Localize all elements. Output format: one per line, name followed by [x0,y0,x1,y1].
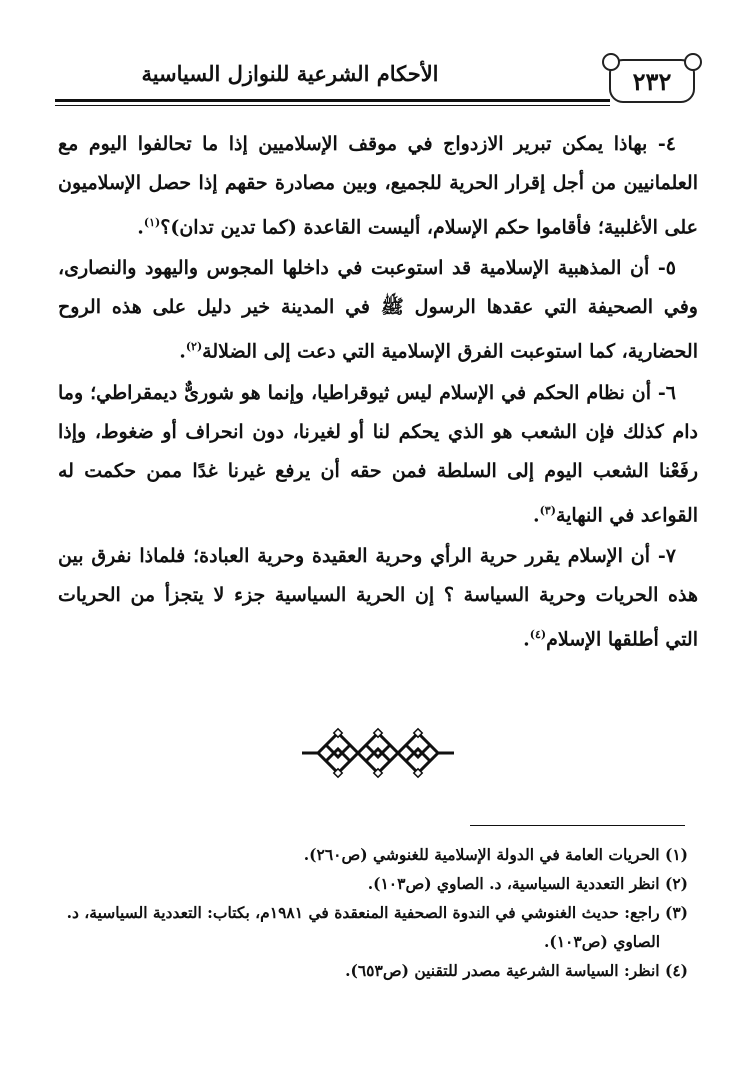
footnote-1: (١) الحريات العامة في الدولة الإسلامية للغنوشي (ص٢٦٠). [303,845,688,864]
footnote-separator [470,825,685,826]
page-number: ٢٣٢ [609,59,695,103]
running-title: الأحكام الشرعية للنوازل السياسية [141,61,439,86]
paragraph-7: ٧- أن الإسلام يقرر حرية الرأي وحرية العقيدة وحرية العبادة؛ فلماذا نفرق بين هذه الحريات وحرية السياسة ؟ إن الحرية السياسية جزء لا يتجزأ من الحريات التي أطلقها الإسلام$^{(٤)}$. [58,544,698,651]
knot-ornament-icon [298,722,458,784]
paragraph-6: ٦- أن نظام الحكم في الإسلام ليس ثيوقراطيا، وإنما هو شورىٌّ ديمقراطي؛ وما دام كذلك فإن الشعب هو الذي يحكم لنا أو لغيرنا، دون انحراف أو ضغوط، وإذا رفَعْنا الشعب اليوم إلى السلطة فمن حقه أن يرفع غيرنا غدًا ممن حكمت له القواعد في النهاية$^{(٣)}$. [58,381,698,526]
paragraph-4: ٤- بهاذا يمكن تبرير الازدواج في موقف الإسلاميين إذا ما تحالفوا اليوم مع العلمانيين من أجل إقرار الحرية للجميع، وبين مصادرة حقهم إذا حصل الإسلاميون على الأغلبية؛ فأقاموا حكم الإسلام، أليست القاعدة (كما تدين تدان)؟$^{(١)}$. [58,133,698,239]
header-rule [55,99,610,102]
header-rule-thin [55,105,610,106]
footnote-marker-3: (٣) [539,503,556,517]
paragraph-5: ٥- أن المذهبية الإسلامية قد استوعبت في داخلها المجوس واليهود والنصارى، وفي الصحيفة التي عقدها الرسول ﷺ في المدينة خير دليل على هذه الروح الحضارية، كما استوعبت الفرق الإسلامية التي دعت إلى الضلالة$^{(٢)}$. [58,257,698,363]
paragraph-text: ٥- أن المذهبية الإسلامية قد استوعبت في داخلها المجوس واليهود والنصارى، وفي الصحيفة التي عقدها الرسول ﷺ في المدينة خير دليل على هذه الروح الحضارية، كما استوعبت الفرق الإسلامية التي دعت إلى الضلالة [58,257,698,363]
footnote-marker-2: (٢) [185,340,203,354]
paragraph-text: ٧- أن الإسلام يقرر حرية الرأي وحرية العقيدة وحرية العبادة؛ فلماذا نفرق بين هذه الحريات وحرية السياسة ؟ إن الحرية السياسية جزء لا يتجزأ من الحريات التي أطلقها الإسلام [58,544,698,651]
footnote-4: (٤) انظر: السياسة الشرعية مصدر للتقنين (ص٦٥٣). [345,961,688,980]
footnote-marker-1: (١) [143,216,161,229]
page-header [55,55,695,105]
paragraph-text: ٤- بهاذا يمكن تبرير الازدواج في موقف الإسلاميين إذا ما تحالفوا اليوم مع العلمانيين من أجل إقرار الحرية للجميع، وبين مصادرة حقهم إذا حصل الإسلاميون على الأغلبية؛ فأقاموا حكم الإسلام، أليست القاعدة (كما تدين تدان)؟ [58,133,698,239]
paragraph-text: ٦- أن نظام الحكم في الإسلام ليس ثيوقراطيا، وإنما هو شورىٌّ ديمقراطي؛ وما دام كذلك فإن الشعب هو الذي يحكم لنا أو لغيرنا، دون انحراف أو ضغوط، وإذا رفَعْنا الشعب اليوم إلى السلطة فمن حقه أن يرفع غيرنا غدًا ممن حكمت له القواعد في النهاية [58,381,698,526]
footnotes [60,840,688,985]
footnote-marker-4: (٤) [529,627,547,641]
footnote-3-continuation: الصاوي (ص١٠٣). [544,932,660,951]
footnote-3: (٣) راجع: حديث الغنوشي في الندوة الصحفية المنعقدة في ١٩٨١م، بكتاب: التعددية السياسية، د. [66,903,688,922]
footnote-2: (٢) انظر التعددية السياسية، د. الصاوي (ص١٠٣). [367,874,688,893]
main-text [58,125,698,661]
